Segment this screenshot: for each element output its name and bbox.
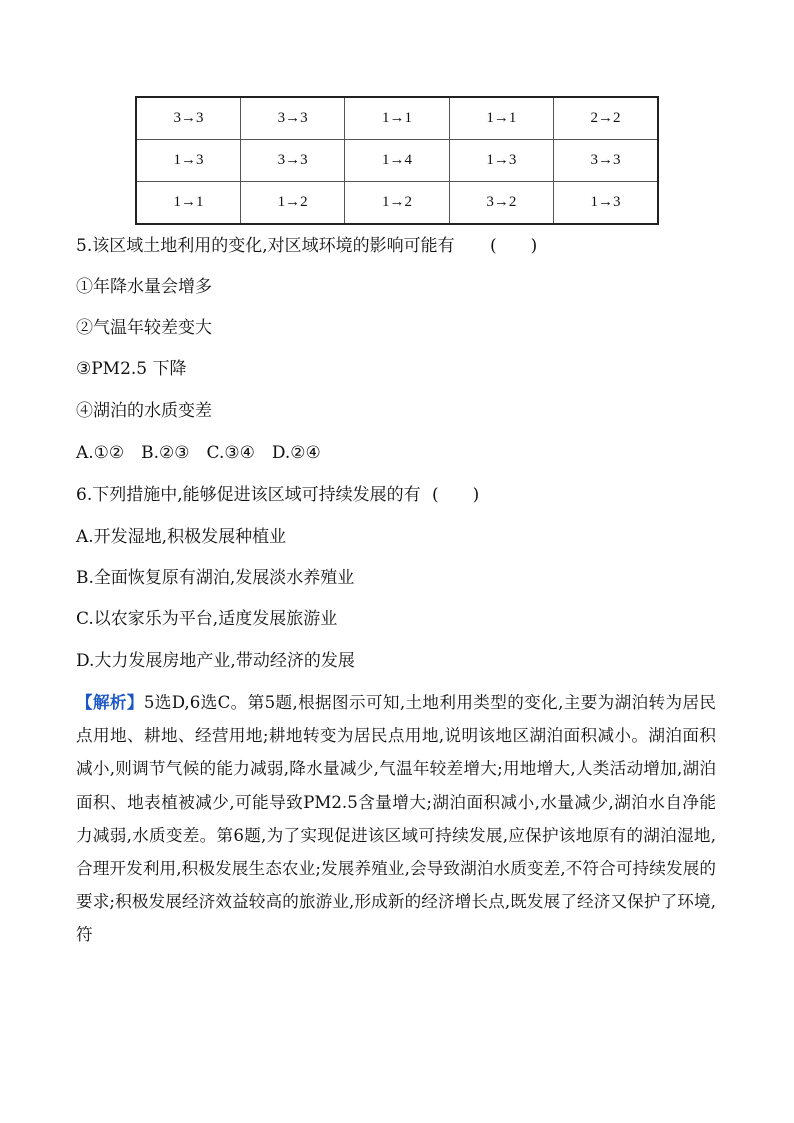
- q5-choices: A.①② B.②③ C.③④ D.②④: [76, 443, 321, 463]
- q6-option-c: C.以农家乐为平台,适度发展旅游业: [76, 609, 338, 629]
- table-cell: 2→2: [554, 97, 658, 140]
- table-cell: 1→3: [136, 140, 240, 182]
- q6-option-d: D.大力发展房地产业,带动经济的发展: [76, 651, 355, 671]
- table-cell: 3→3: [554, 140, 658, 182]
- table-cell: 3→3: [240, 97, 344, 140]
- table-cell: 3→2: [449, 182, 553, 225]
- land-use-change-table: [135, 96, 659, 225]
- table-row: [136, 97, 658, 140]
- question-5-stem: [76, 235, 537, 257]
- q5-option-1: ①年降水量会增多: [76, 277, 212, 297]
- table-cell: 1→1: [449, 97, 553, 140]
- question-6-stem: [76, 484, 479, 506]
- table-cell: 1→3: [449, 140, 553, 182]
- q6-option-b: B.全面恢复原有湖泊,发展淡水养殖业: [76, 568, 355, 588]
- table-cell: 1→2: [240, 182, 344, 225]
- answer-blank: ( ): [432, 485, 480, 505]
- table-cell: 1→4: [345, 140, 449, 182]
- table-cell: 1→3: [554, 182, 658, 225]
- q5-option-2: ②气温年较差变大: [76, 318, 212, 338]
- q5-option-3: ③PM2.5 下降: [76, 359, 187, 379]
- analysis-paragraph: [76, 686, 716, 952]
- table-row: [136, 140, 658, 182]
- q6-option-a: A.开发湿地,积极发展种植业: [76, 527, 287, 547]
- question-6-text: 6.下列措施中,能够促进该区域可持续发展的有: [76, 485, 421, 505]
- table-cell: 1→1: [136, 182, 240, 225]
- answer-blank: ( ): [490, 236, 538, 256]
- table-cell: 1→1: [345, 97, 449, 140]
- q5-option-4: ④湖泊的水质变差: [76, 401, 212, 421]
- question-5-text: 5.该区域土地利用的变化,对区域环境的影响可能有: [76, 236, 455, 256]
- table-cell: 3→3: [136, 97, 240, 140]
- analysis-text: 5选D,6选C。第5题,根据图示可知,土地利用类型的变化,主要为湖泊转为居民点用地、耕地、经营用地;耕地转变为居民点用地,说明该地区湖泊面积减小。湖泊面积减小,则调节气候的能力减弱,降水量减少,气温年较差增大;用地增大,人类活动增加,湖泊面积、地表植被减少,可能导致PM2.5含量增大;湖泊面积减小,水量减少,湖泊水自净能力减弱,水质变差。第6题,为了实现促进该区域可持续发展,应保护该地原有的湖泊湿地,合理开发利用,积极发展生态农业;发展养殖业,会导致湖泊水质变差,不符合可持续发展的要求;积极发展经济效益较高的旅游业,形成新的经济增长点,既发展了经济又保护了环境,符: [76, 693, 717, 945]
- table-cell: 1→2: [345, 182, 449, 225]
- analysis-tag: 【解析】: [76, 692, 144, 712]
- table-cell: 3→3: [240, 140, 344, 182]
- table-row: [136, 182, 658, 225]
